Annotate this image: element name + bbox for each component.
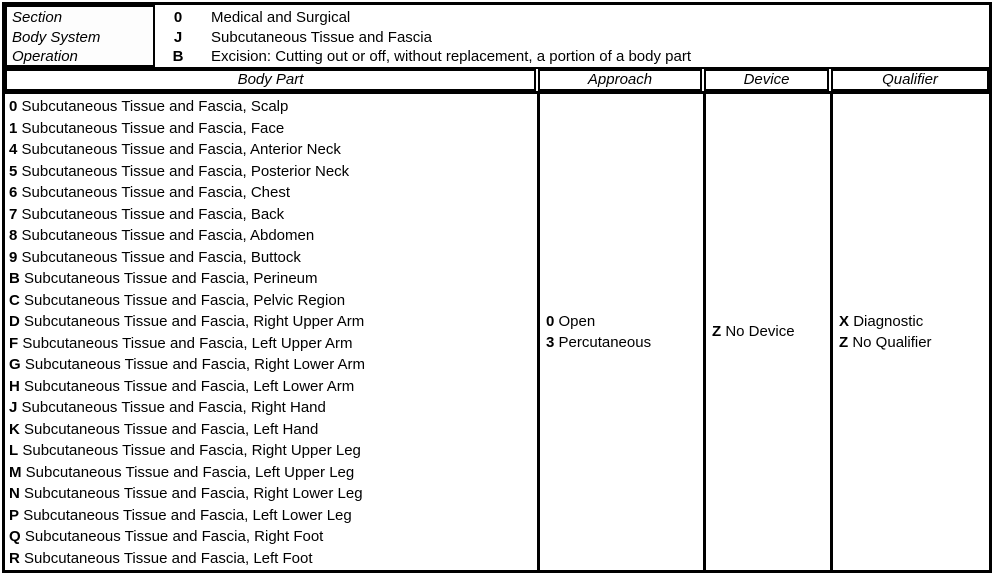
code-value-line xyxy=(9,440,537,462)
code-value-line xyxy=(839,311,989,333)
value-name: Subcutaneous Tissue and Fascia, Back xyxy=(21,205,285,223)
value-code: Q xyxy=(9,528,21,545)
code-value-line xyxy=(9,247,537,269)
value-name: Subcutaneous Tissue and Fascia, Perineum xyxy=(24,270,318,287)
definition-descriptions-column xyxy=(201,5,989,67)
value-code: 0 xyxy=(546,312,555,330)
value-code: D xyxy=(9,313,20,330)
value-code: L xyxy=(9,442,19,459)
qualifier-column-header: Qualifier xyxy=(831,69,989,91)
icd10pcs-code-table xyxy=(2,2,992,573)
code-grid-body xyxy=(5,94,989,570)
value-code: F xyxy=(9,334,19,352)
code-value-line xyxy=(9,290,537,312)
value-name: Subcutaneous Tissue and Fascia, Left Upper Leg xyxy=(25,463,355,481)
code-value-line xyxy=(9,548,537,570)
value-code: 9 xyxy=(9,248,18,266)
code-value-line xyxy=(9,354,537,376)
code-value-line xyxy=(9,96,537,118)
approach-header-wrap xyxy=(537,69,703,91)
definition-label-box xyxy=(5,5,155,67)
body-system-description: Subcutaneous Tissue and Fascia xyxy=(211,28,432,46)
section-code: 0 xyxy=(173,9,183,26)
value-name: Diagnostic xyxy=(853,312,924,330)
value-code: 8 xyxy=(9,227,18,244)
value-name: Subcutaneous Tissue and Fascia, Pelvic Region xyxy=(24,291,346,309)
code-value-line xyxy=(9,139,537,161)
value-code: N xyxy=(9,485,20,502)
value-name: Subcutaneous Tissue and Fascia, Left Upper Arm xyxy=(22,334,353,352)
operation-label: Operation xyxy=(12,48,78,65)
value-name: Subcutaneous Tissue and Fascia, Right Upper Arm xyxy=(24,313,365,330)
code-value-line xyxy=(839,332,989,354)
code-value-line xyxy=(9,397,537,419)
value-name: Subcutaneous Tissue and Fascia, Left Lower Arm xyxy=(24,377,355,395)
qualifier-cell xyxy=(830,94,989,570)
value-name: Subcutaneous Tissue and Fascia, Posterior Neck xyxy=(21,162,350,180)
value-name: Subcutaneous Tissue and Fascia, Left Foot xyxy=(24,549,313,567)
body-system-code: J xyxy=(173,28,183,46)
value-name: Subcutaneous Tissue and Fascia, Anterior Neck xyxy=(21,141,341,158)
value-code: M xyxy=(9,463,22,481)
value-code: 7 xyxy=(9,205,18,223)
value-code: H xyxy=(9,377,20,395)
value-code: K xyxy=(9,420,20,438)
value-name: No Qualifier xyxy=(852,334,932,351)
code-value-line xyxy=(9,505,537,527)
value-name: Percutaneous xyxy=(558,334,652,351)
value-name: Subcutaneous Tissue and Fascia, Right Lower Arm xyxy=(24,356,366,373)
value-name: Subcutaneous Tissue and Fascia, Abdomen xyxy=(21,227,315,244)
value-code: 5 xyxy=(9,162,18,180)
value-name: Subcutaneous Tissue and Fascia, Right Hand xyxy=(21,399,326,416)
value-code: 4 xyxy=(9,141,18,158)
value-name: Subcutaneous Tissue and Fascia, Scalp xyxy=(21,98,289,115)
body-system-label: Body System xyxy=(12,28,101,46)
code-value-line xyxy=(9,204,537,226)
value-name: Subcutaneous Tissue and Fascia, Buttock xyxy=(21,248,301,266)
code-value-line xyxy=(546,332,703,354)
value-code: B xyxy=(9,270,20,287)
operation-code: B xyxy=(172,48,184,65)
section-description: Medical and Surgical xyxy=(211,9,351,26)
approach-column-header: Approach xyxy=(538,69,702,91)
code-value-line xyxy=(9,161,537,183)
operation-description: Excision: Cutting out or off, without replacement, a portion of a body part xyxy=(211,48,691,65)
code-value-line xyxy=(546,311,703,333)
value-name: Open xyxy=(558,312,596,330)
value-code: P xyxy=(9,506,20,524)
code-value-line xyxy=(9,526,537,548)
value-code: G xyxy=(9,356,21,373)
value-name: Subcutaneous Tissue and Fascia, Left Hand xyxy=(24,420,319,438)
approach-cell xyxy=(537,94,703,570)
code-value-line xyxy=(9,118,537,140)
code-value-line xyxy=(9,182,537,204)
value-name: Subcutaneous Tissue and Fascia, Right Lower Leg xyxy=(24,485,363,502)
body-part-cell xyxy=(5,94,537,570)
qualifier-header-wrap xyxy=(830,69,989,91)
value-name: Subcutaneous Tissue and Fascia, Chest xyxy=(21,184,291,201)
code-value-line xyxy=(9,311,537,333)
code-value-line xyxy=(9,225,537,247)
section-label: Section xyxy=(12,9,63,26)
table-definition-block xyxy=(5,5,989,69)
value-name: Subcutaneous Tissue and Fascia, Right Foot xyxy=(24,528,324,545)
value-code: J xyxy=(9,399,18,416)
device-header-wrap xyxy=(703,69,830,91)
code-value-line xyxy=(9,333,537,355)
column-header-row xyxy=(5,69,989,94)
code-value-line xyxy=(712,321,830,343)
definition-codes-column xyxy=(155,5,201,67)
code-value-line xyxy=(9,462,537,484)
value-name: Subcutaneous Tissue and Fascia, Face xyxy=(21,119,285,137)
value-code: Z xyxy=(712,323,722,341)
body-part-header-wrap xyxy=(5,69,537,91)
value-code: 3 xyxy=(546,334,555,351)
value-code: 6 xyxy=(9,184,18,201)
value-code: X xyxy=(839,312,850,330)
code-value-line xyxy=(9,376,537,398)
value-name: Subcutaneous Tissue and Fascia, Right Upper Leg xyxy=(22,442,361,459)
code-value-line xyxy=(9,483,537,505)
value-name: Subcutaneous Tissue and Fascia, Left Lower Leg xyxy=(23,506,352,524)
code-value-line xyxy=(9,419,537,441)
value-code: 0 xyxy=(9,98,18,115)
value-name: No Device xyxy=(725,323,795,341)
device-cell xyxy=(703,94,830,570)
code-value-line xyxy=(9,268,537,290)
value-code: C xyxy=(9,291,20,309)
value-code: 1 xyxy=(9,119,18,137)
value-code: R xyxy=(9,549,20,567)
device-column-header: Device xyxy=(704,69,829,91)
value-code: Z xyxy=(839,334,849,351)
body-part-column-header: Body Part xyxy=(5,69,536,91)
